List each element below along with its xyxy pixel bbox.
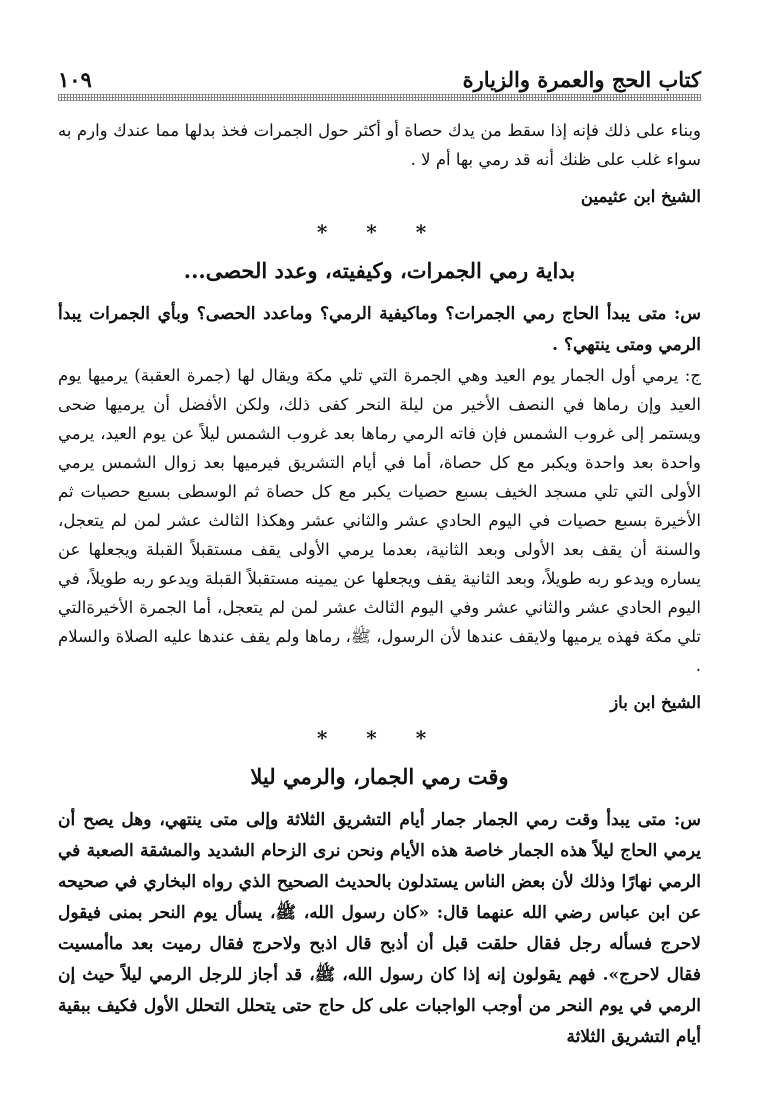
section2-question: س: متى يبدأ وقت رمي الجمار جمار أيام التشريق الثلاثة وإلى متى ينتهي، وهل يصح أن يرمي الحاج ليلاً هذه الجمار خاصة هذه الأيام ونحن نرى الزحام الشديد والمشقة الصعبة في الرمي نهارًا وذلك لأن بعض الناس يستدلون بالحديث الصحيح الذي رواه البخاري في صحيحه عن ابن عباس رضي الله عنهما قال: «كان رسول الله، ﷺ، يسأل يوم النحر بمنى فيقول لاحرج فسأله رجل فقال حلقت قبل أن أذبح قال اذبح ولاحرج فقال رميت بعد ماأمسيت فقال لاحرج». فهم يقولون إنه إذا كان رسول الله، ﷺ، قد أجاز للرجل الرمي ليلاً حيث إن الرمي في يوم النحر من أوجب الواجبات على كل حاج حتى يتحلل التحلل الأول فكيف ببقية أيام التشريق الثلاثة <box>58 810 701 1047</box>
section1-question: س: متى يبدأ الحاج رمي الجمرات؟ وماكيفية الرمي؟ وماعدد الحصى؟ وبأي الجمرات يبدأ الرمي ومتى ينتهي؟ . <box>58 304 701 355</box>
intro-signature: الشيخ ابن عثيمين <box>580 187 701 206</box>
book-title: كتاب الحج والعمرة والزيارة <box>462 67 701 92</box>
section1-answer: ج: يرمي أول الجمار يوم العيد وهي الجمرة التي تلي مكة ويقال لها (جمرة العقبة) يرميها يوم العيد وإن رماها في النصف الأخير من ليلة النحر كفى ذلك، ولكن الأفضل أن يرميها ضحى ويستمر إلى غروب الشمس فإن فاته الرمي رماها بعد غروب الشمس ليلاً عن يوم العيد، يرمي واحدة بعد واحدة ويكبر مع كل حصاة، أما في أيام التشريق فيرميها بعد زوال الشمس يرمي الأولى التي تلي مسجد الخيف بسبع حصيات يكبر مع كل حصاة ثم الوسطى بسبع حصيات ثم الأخيرة بسبع حصيات في اليوم الحادي عشر والثاني عشر وهكذا الثالث عشر لمن لم يتعجل، والسنة أن يقف بعد الأولى وبعد الثانية، بعدما يرمي الأولى يقف مستقبلاً القبلة ويجعلها عن يساره ويدعو ربه طويلاً، وبعد الثانية يقف ويجعلها عن يمينه مستقبلاً القبلة ويدعو ربه طويلاً، في اليوم الحادي عشر والثاني عشر وفي اليوم الثالث عشر لمن لم يتعجل، أما الجمرة الأخيرةالتي تلي مكة فهذه يرميها ولايقف عندها لأن الرسول، ﷺ، رماها ولم يقف عندها عليه الصلاة والسلام . <box>58 366 701 675</box>
header-divider <box>58 94 701 101</box>
page-content <box>58 116 701 1053</box>
section1-heading: بداية رمي الجمرات، وكيفيته، وعدد الحصى... <box>183 258 576 283</box>
section1-signature: الشيخ ابن باز <box>610 693 701 712</box>
section2-heading: وقت رمي الجمار، والرمي ليلا <box>250 764 509 789</box>
separator-stars: * * * <box>316 220 443 244</box>
intro-paragraph: وبناء على ذلك فإنه إذا سقط من يدك حصاة أو أكثر حول الجمرات فخذ بدلها مما عندك وارم به سواء غلب على ظنك أنه قد رمي بها أم لا . <box>58 121 701 169</box>
separator-stars-2: * * * <box>316 726 443 750</box>
page-number: ١٠٩ <box>58 67 92 92</box>
page-header <box>58 58 701 92</box>
